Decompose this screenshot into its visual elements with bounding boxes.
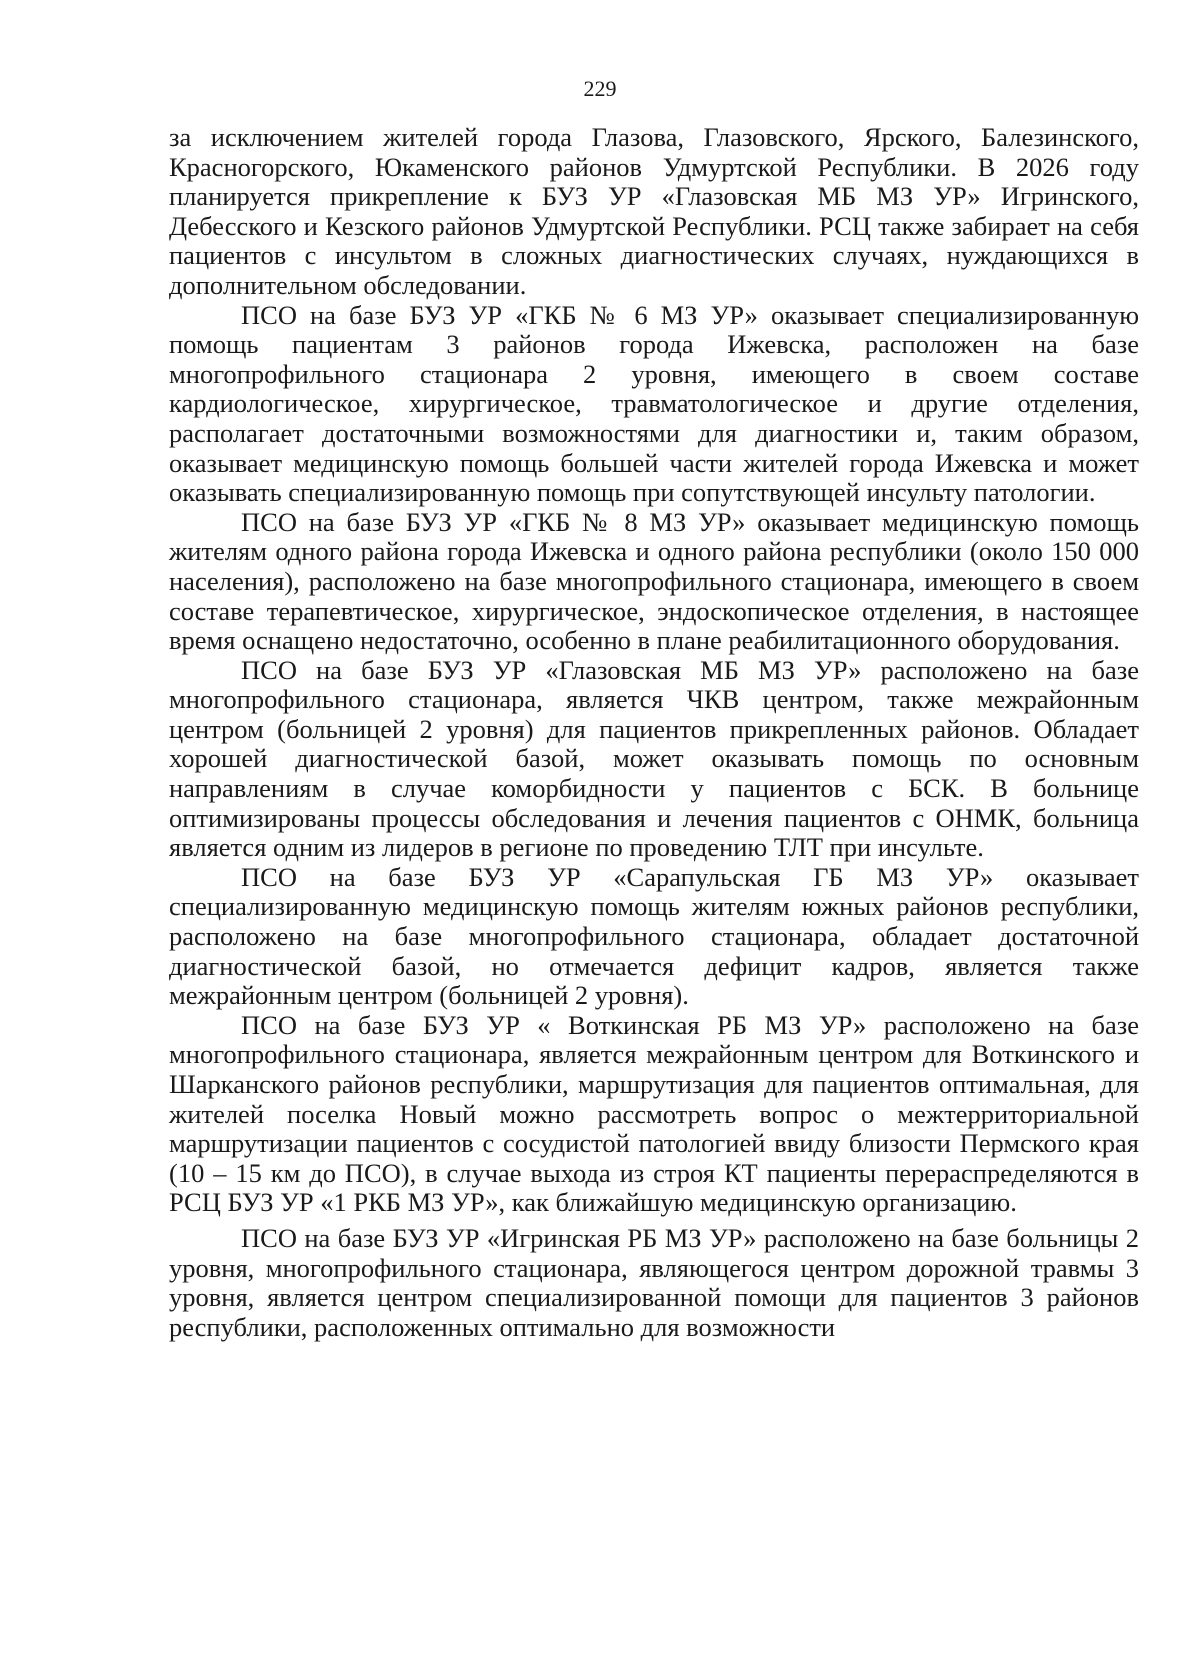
paragraph-pso-votkinsk: ПСО на базе БУЗ УР « Воткинская РБ МЗ УР» расположено на базе многопрофильного стационара, является межрайонным центром для Воткинского и Шарканского районов республики, маршрутизация для пациентов оптимальная, для жителей поселка Новый можно рассмотреть вопрос о межтерриториальной маршрутизации пациентов с сосудистой патологией ввиду близости Пермского края (10 – 15 км до ПСО), в случае выхода из строя КТ пациенты перераспределяются в РСЦ БУЗ УР «1 РКБ МЗ УР», как ближайшую медицинскую организацию. — [169, 1009, 1139, 1218]
paragraph-pso-gkb-8: ПСО на базе БУЗ УР «ГКБ № 8 МЗ УР» оказывает медицинскую помощь жителям одного района города Ижевска и одного района республики (около 150 000 населения), расположено на базе многопрофильного стационара, имеющего в своем составе терапевтическое, хирургическое, эндоскопическое отделения, в настоящее время оснащено недостаточно, особенно в плане реабилитационного оборудования. — [169, 506, 1139, 656]
document-body — [169, 123, 1139, 1342]
paragraph-continuation: за исключением жителей города Глазова, Глазовского, Ярского, Балезинского, Красногорского, Юкаменского районов Удмуртской Республики. В 2026 году планируется прикрепление к БУЗ УР «Глазовская МБ МЗ УР» Игринского, Дебесского и Кезского районов Удмуртской Республики. РСЦ также забирает на себя пациентов с инсультом в сложных диагностических случаях, нуждающихся в дополнительном обследовании. — [169, 122, 1139, 300]
paragraph-pso-gkb-6: ПСО на базе БУЗ УР «ГКБ № 6 МЗ УР» оказывает специализированную помощь пациентам 3 районов города Ижевска, расположен на базе многопрофильного стационара 2 уровня, имеющего в своем составе кардиологическое, хирургическое, травматологическое и другие отделения, располагает достаточными возможностями для диагностики и, таким образом, оказывает медицинскую помощь большей части жителей города Ижевска и может оказывать специализированную помощь при сопутствующей инсульту патологии. — [169, 299, 1139, 508]
paragraph-pso-igra: ПСО на базе БУЗ УР «Игринская РБ МЗ УР» расположено на базе больницы 2 уровня, многопрофильного стационара, являющегося центром дорожной травмы 3 уровня, является центром специализированной помощи для пациентов 3 районов республики, расположенных оптимально для возможности — [169, 1222, 1139, 1342]
paragraph-pso-glazov: ПСО на базе БУЗ УР «Глазовская МБ МЗ УР» расположено на базе многопрофильного стационара, является ЧКВ центром, также межрайонным центром (больницей 2 уровня) для пациентов прикрепленных районов. Обладает хорошей диагностической базой, может оказывать помощь по основным направлениям в случае коморбидности у пациентов с БСК. В больнице оптимизированы процессы обследования и лечения пациентов с ОНМК, больница является одним из лидеров в регионе по проведению ТЛТ при инсульте. — [169, 654, 1139, 863]
paragraph-pso-sarapul: ПСО на базе БУЗ УР «Сарапульская ГБ МЗ УР» оказывает специализированную медицинскую помощь жителям южных районов республики, расположено на базе многопрофильного стационара, обладает достаточной диагностической базой, но отмечается дефицит кадров, является также межрайонным центром (больницей 2 уровня). — [169, 861, 1139, 1011]
page-number: 229 — [583, 76, 617, 101]
